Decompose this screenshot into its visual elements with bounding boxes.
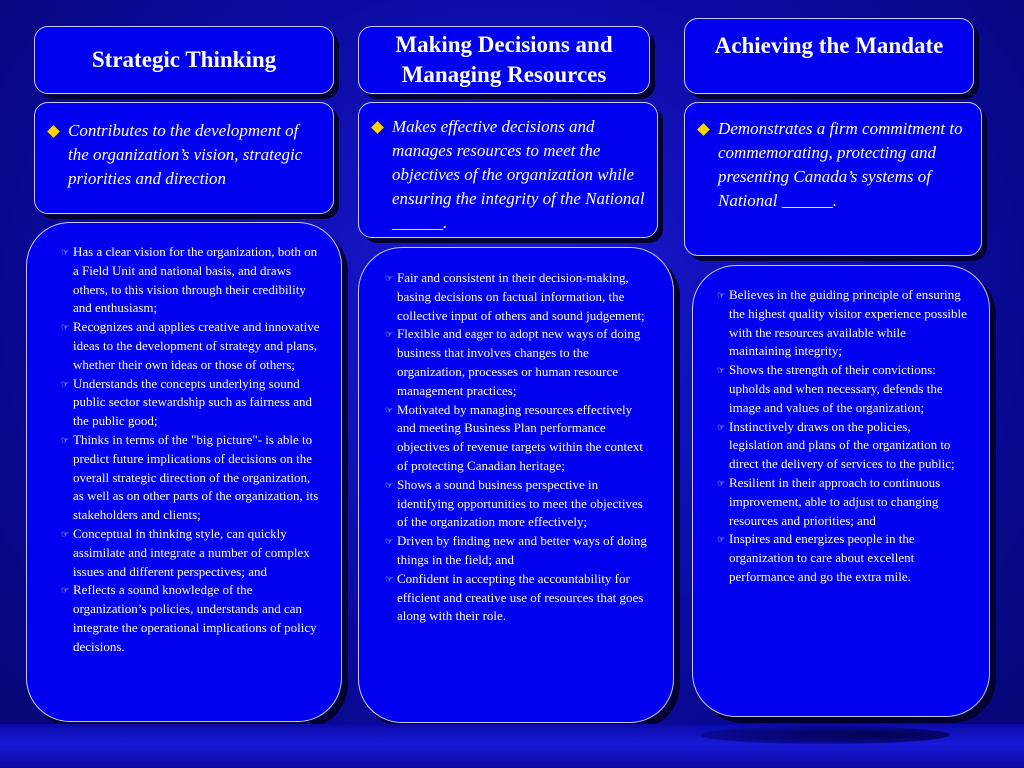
summary-box-decisions (358, 102, 658, 238)
heading-box-mandate (684, 18, 974, 94)
pointing-hand-icon: ☞ (717, 421, 726, 432)
column-summary: Demonstrates a firm commitment to commemorating, protecting and presenting Canada’s systems of National ______. (718, 119, 963, 210)
column-summary: Contributes to the development of the organization’s vision, strategic priorities and direction (68, 121, 303, 188)
pointing-hand-icon: ☞ (717, 365, 726, 376)
list-item: ☞ Instinctively draws on the policies, legislation and plans of the organization to direct the delivery of services to the public; (717, 418, 955, 472)
list-item: ☞ Recognizes and applies creative and innovative ideas to the development of strategy and plans, whether their own ideas or those of others; (61, 319, 320, 372)
column-heading: Achieving the Mandate (714, 33, 944, 58)
pointing-hand-icon: ☞ (385, 329, 394, 340)
list-item: ☞ Has a clear vision for the organization, both on a Field Unit and national basis, and draws others, to this vision through their credibility and enthusiasm; (61, 244, 318, 316)
pointing-hand-icon: ☞ (385, 404, 394, 415)
summary-box-strategic-thinking (34, 102, 334, 214)
pointing-hand-icon: ☞ (385, 479, 394, 490)
column-summary: Makes effective decisions and manages resources to meet the objectives of the organization while ensuring the integrity of the National ______. (392, 117, 645, 232)
list-item: ☞ Motivated by managing resources effectively and meeting Business Plan performance objectives of revenue targets within the context of protecting Canadian heritage; (385, 401, 643, 473)
list-item: ☞ Confident in accepting the accountability for efficient and creative use of resources that goes along with their role. (385, 570, 644, 624)
pointing-hand-icon: ☞ (717, 477, 726, 488)
list-item: ☞ Conceptual in thinking style, can quickly assimilate and integrate a number of complex issues and different perspectives; and (61, 525, 310, 579)
pointing-hand-icon: ☞ (61, 378, 70, 389)
diamond-icon (697, 123, 710, 136)
pointing-hand-icon: ☞ (61, 528, 70, 539)
list-item: ☞ Fair and consistent in their decision-making, basing decisions on factual information, the collective input of others and sound judgement; (385, 270, 645, 323)
list-item: ☞ Understands the concepts underlying sound public sector stewardship such as fairness and the public good; (61, 375, 312, 429)
list-item: ☞ Inspires and energizes people in the organization to care about excellent performance and go the extra mile. (717, 531, 915, 584)
pointing-hand-icon: ☞ (61, 247, 70, 257)
list-item: ☞ Resilient in their approach to continuous improvement, able to adjust to changing resources and priorities; and (717, 474, 941, 528)
diamond-icon (47, 125, 60, 138)
pointing-hand-icon: ☞ (61, 585, 70, 596)
pointing-hand-icon: ☞ (717, 290, 726, 300)
points-bubble-decisions (358, 247, 674, 723)
list-item: ☞ Believes in the guiding principle of ensuring the highest quality visitor experience possible with the resources available while maintaining integrity; (717, 287, 967, 359)
summary-box-mandate (684, 102, 982, 256)
list-item: ☞ Thinks in terms of the "big picture"- is able to predict future implications of decisions on the overall strategic direction of the organization, as well as on other parts of the organization, its stakeholders and clients; (61, 431, 319, 523)
pointing-hand-icon: ☞ (61, 434, 70, 445)
pointing-hand-icon: ☞ (385, 273, 394, 283)
pointing-hand-icon: ☞ (385, 573, 394, 584)
column-heading: Making Decisions and Managing Resources (395, 32, 613, 87)
points-list (385, 269, 651, 626)
list-item: ☞ Shows the strength of their convictions: upholds and when necessary, defends the image and values of the organization; (717, 362, 943, 415)
list-item: ☞ Flexible and eager to adopt new ways of doing business that involves changes to the organization, processes or human resource management practices; (385, 326, 641, 398)
points-bubble-mandate (692, 265, 990, 717)
column-heading: Strategic Thinking (91, 47, 277, 72)
points-list (61, 243, 321, 657)
list-item: ☞ Reflects a sound knowledge of the organization’s policies, understands and can integrate the operational implications of policy decisions. (61, 582, 317, 654)
heading-box-decisions (358, 26, 650, 94)
points-bubble-strategic-thinking (26, 222, 342, 722)
pointing-hand-icon: ☞ (717, 534, 726, 545)
floor-shadow (700, 726, 950, 744)
list-item: ☞ Driven by finding new and better ways of doing things in the field; and (385, 533, 647, 567)
pointing-hand-icon: ☞ (385, 536, 394, 547)
diamond-icon (371, 121, 384, 134)
heading-box-strategic-thinking (34, 26, 334, 94)
pointing-hand-icon: ☞ (61, 322, 70, 333)
points-list (717, 286, 967, 587)
list-item: ☞ Shows a sound business perspective in identifying opportunities to meet the objectives of the organization more effectively; (385, 476, 643, 530)
